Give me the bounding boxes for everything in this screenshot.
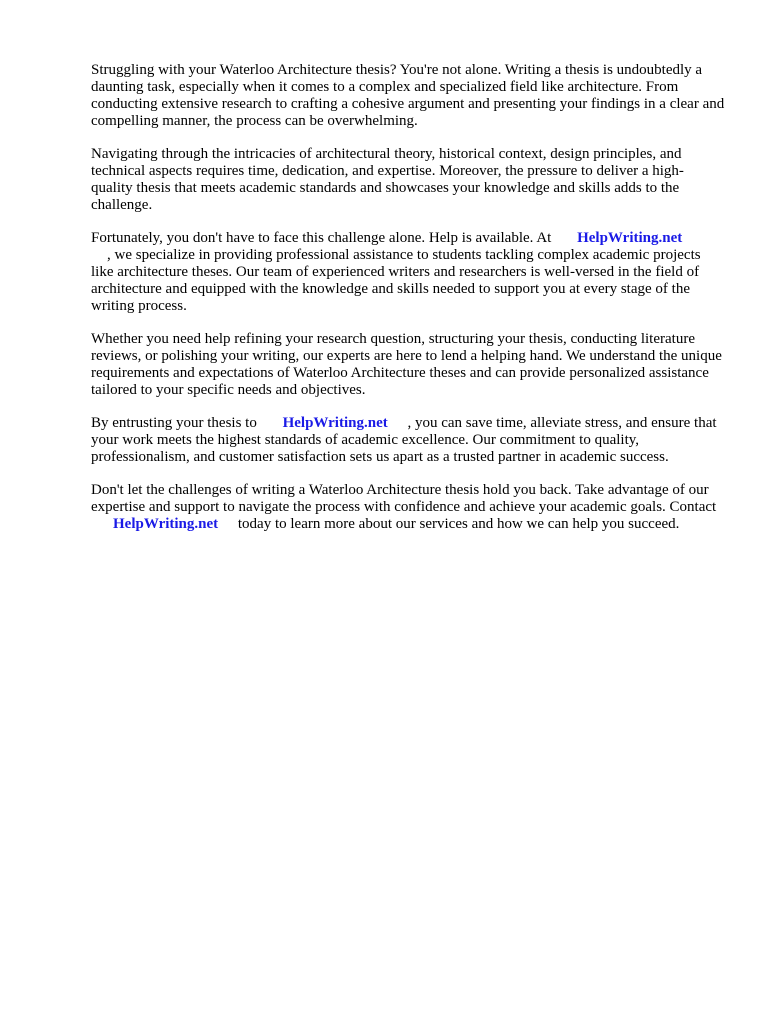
paragraph-services-text: Whether you need help refining your research question, structuring your thesis, conducting literature reviews, or polishing your writing, our experts are here to lend a helping hand. We understand the unique requirements and expectations of Waterloo Architecture theses and can provide personalized assistance tailored to your specific needs and objectives. bbox=[91, 331, 722, 398]
document-body bbox=[91, 62, 725, 549]
paragraph-contact-text-before: Don't let the challenges of writing a Waterloo Architecture thesis hold you back. Take advantage of our expertise and support to navigate the process with confidence and achieve your academic goals. Contact bbox=[91, 482, 717, 515]
paragraph-entrusting-text-before: By entrusting your thesis to bbox=[91, 415, 257, 431]
paragraph-entrusting-text-after: , you can save time, alleviate stress, and ensure that your work meets the highest standards of academic excellence. Our commitment to quality, professionalism, and customer satisfaction sets us apart as a trusted partner in academic success. bbox=[91, 415, 717, 465]
helpwriting-link[interactable]: HelpWriting.net bbox=[113, 516, 219, 532]
paragraph-contact bbox=[91, 482, 725, 533]
paragraph-intro bbox=[91, 62, 725, 130]
paragraph-contact-text-after: today to learn more about our services and how we can help you succeed. bbox=[237, 516, 680, 532]
paragraph-help-available bbox=[91, 230, 725, 315]
paragraph-entrusting bbox=[91, 415, 725, 466]
paragraph-intro-text: Struggling with your Waterloo Architecture thesis? You're not alone. Writing a thesis is undoubtedly a daunting task, especially when it comes to a complex and specialized field like architecture. From conducting extensive research to crafting a cohesive argument and presenting your findings in a clear and compelling manner, the process can be overwhelming. bbox=[91, 62, 725, 129]
paragraph-challenges bbox=[91, 146, 725, 214]
helpwriting-link[interactable]: HelpWriting.net bbox=[282, 415, 388, 431]
helpwriting-link[interactable]: HelpWriting.net bbox=[577, 230, 683, 246]
paragraph-challenges-text: Navigating through the intricacies of architectural theory, historical context, design principles, and technical aspects requires time, dedication, and expertise. Moreover, the pressure to deliver a high-quality thesis that meets academic standards and showcases your knowledge and skills adds to the challenge. bbox=[91, 146, 684, 213]
paragraph-help-available-text-before: Fortunately, you don't have to face this challenge alone. Help is available. At bbox=[91, 230, 552, 246]
paragraph-services bbox=[91, 331, 725, 399]
paragraph-help-available-text-after: , we specialize in providing professional assistance to students tackling complex academic projects like architecture theses. Our team of experienced writers and researchers is well-versed in the field of architecture and equipped with the knowledge and skills needed to support you at every stage of the writing process. bbox=[91, 247, 701, 314]
